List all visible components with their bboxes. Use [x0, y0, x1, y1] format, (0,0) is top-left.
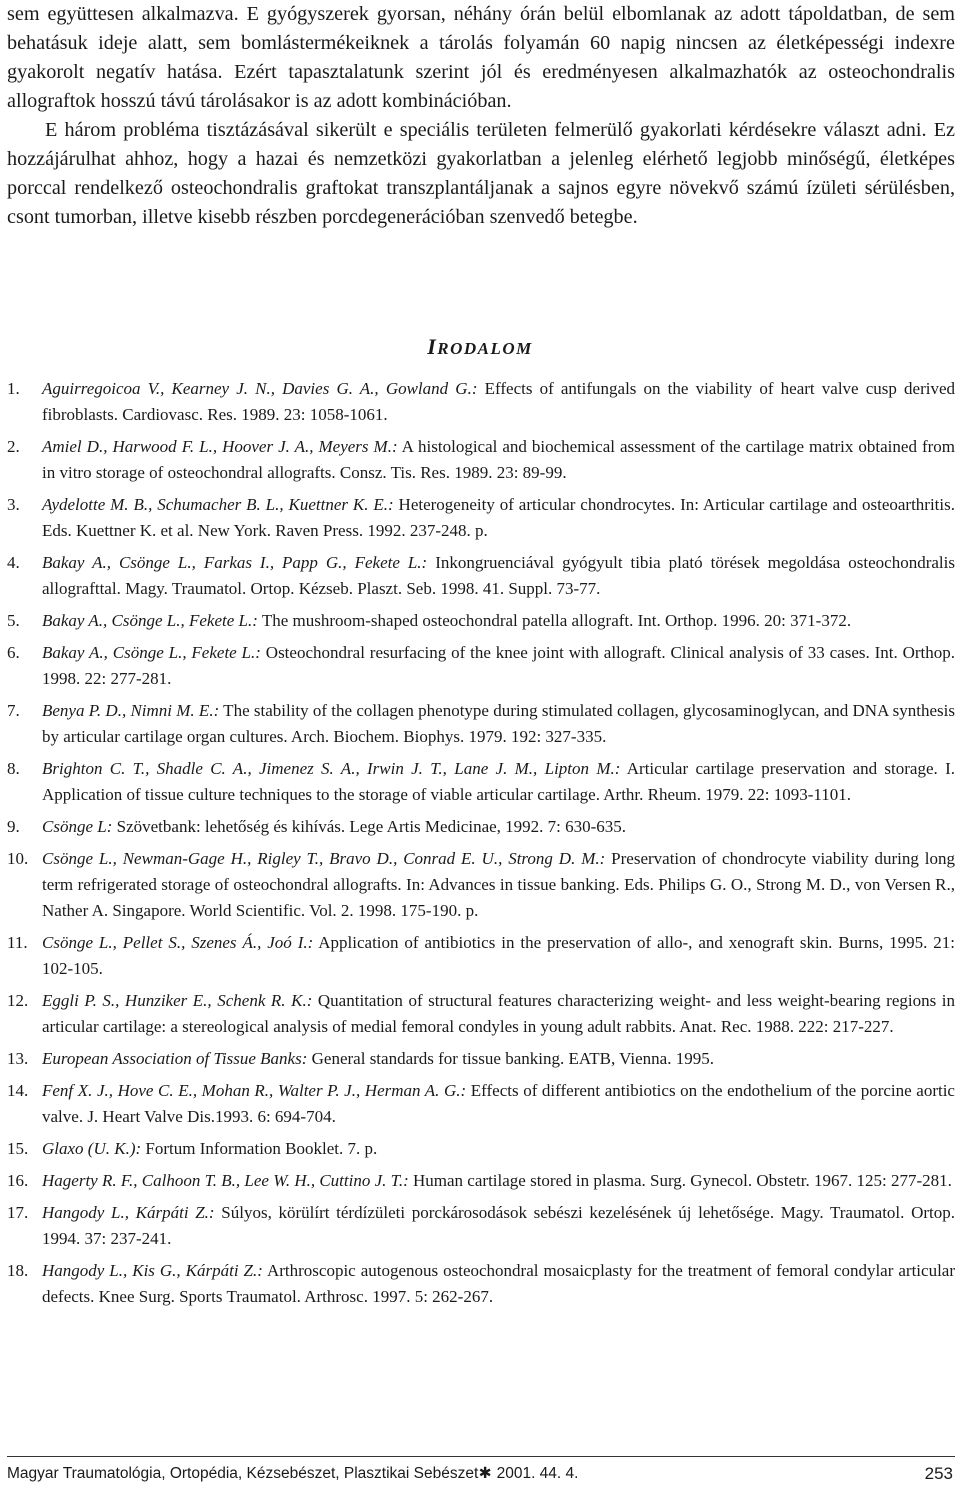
reference-number: 9.: [7, 817, 20, 836]
reference-number: 15.: [7, 1139, 29, 1158]
heading-rest: RODALOM: [437, 339, 533, 358]
reference-item: [7, 1136, 955, 1162]
reference-text: Quantitation of structural features characterizing weight- and less weight-bearing regions in articular cartilage: a stereological analysis of medial femoral condyles in young adult rabbits. Anat. Rec. 1988. 222: 217-227.: [42, 991, 955, 1036]
reference-item: [7, 1258, 955, 1310]
reference-authors: Eggli P. S., Hunziker E., Schenk R. K.:: [42, 991, 313, 1010]
footer-divider: [7, 1456, 955, 1457]
reference-number: 2.: [7, 437, 20, 456]
reference-text: Inkongruenciával gyógyult tibia plató törések megoldása osteochondralis allografttal. Magy. Traumatol. Ortop. Kézseb. Plaszt. Seb. 1998. 41. Suppl. 73-77.: [42, 553, 955, 598]
reference-authors: European Association of Tissue Banks:: [42, 1049, 308, 1068]
reference-text: Effects of antifungals on the viability of heart valve cusp derived fibroblasts. Cardiovasc. Res. 1989. 23: 1058-1061.: [42, 379, 955, 424]
reference-authors: Aydelotte M. B., Schumacher B. L., Kuettner K. E.:: [42, 495, 394, 514]
journal-name: Magyar Traumatológia, Ortopédia, Kézsebészet, Plasztikai Sebészet: [7, 1465, 479, 1482]
reference-number: 5.: [7, 611, 20, 630]
reference-item: [7, 846, 955, 924]
reference-item: [7, 1078, 955, 1130]
reference-text: Articular cartilage preservation and storage. I. Application of tissue culture techniques to the storage of viable articular cartilage. Arthr. Rheum. 1979. 22: 1093-1101.: [42, 759, 955, 804]
reference-authors: Bakay A., Csönge L., Farkas I., Papp G., Fekete L.:: [42, 553, 428, 572]
reference-authors: Benya P. D., Nimni M. E.:: [42, 701, 220, 720]
reference-item: [7, 1168, 955, 1194]
reference-item: [7, 608, 955, 634]
reference-text: A histological and biochemical assessment of the cartilage matrix obtained from in vitro storage of osteochondral allografts. Consz. Tis. Res. 1989. 23: 89-99.: [42, 437, 956, 482]
reference-text: Heterogeneity of articular chondrocytes. In: Articular cartilage and osteoarthritis. Eds. Kuettner K. et al. New York. Raven Press. 1992. 237-248. p.: [42, 495, 955, 540]
asterisk-star-icon: ✱: [478, 1465, 492, 1482]
body-paragraph: sem együttesen alkalmazva. E gyógyszerek gyorsan, néhány órán belül elbomlanak az adott tápoldatban, de sem behatásuk ideje alatt, sem bomlástermékeiknek a tárolás folyamán 60 napig nincsen az életképességi indexre gyakorolt negatív hatása. Ezért tapasztalatunk szerint jól és eredményesen alkalmazhatók az osteochondralis allograftok hosszú távú tárolásakor is az adott kombinációban.: [7, 3, 955, 112]
reference-item: [7, 1046, 955, 1072]
reference-number: 13.: [7, 1049, 29, 1068]
reference-authors: Hangody L., Kis G., Kárpáti Z.:: [42, 1261, 263, 1280]
reference-text: Súlyos, körülírt térdízületi porckárosodások sebészi kezelésének új lehetősége. Magy. Traumatol. Ortop. 1994. 37: 237-241.: [42, 1203, 955, 1248]
reference-item: [7, 1200, 955, 1252]
reference-list: [7, 376, 955, 1316]
reference-text: The stability of the collagen phenotype during stimulated collagen, glycosaminoglycan, and DNA synthesis by articular cartilage organ cultures. Arch. Biochem. Biophys. 1979. 192: 327-335.: [42, 701, 955, 746]
reference-text: Arthroscopic autogenous osteochondral mosaicplasty for the treatment of femoral condylar articular defects. Knee Surg. Sports Traumatol. Arthrosc. 1997. 5: 262-267.: [42, 1261, 955, 1306]
reference-number: 11.: [7, 933, 28, 952]
page-footer: [7, 1463, 955, 1485]
reference-number: 10.: [7, 849, 29, 868]
reference-text: Szövetbank: lehetőség és kihívás. Lege Artis Medicinae, 1992. 7: 630-635.: [112, 817, 627, 836]
reference-number: 16.: [7, 1171, 29, 1190]
reference-authors: Hagerty R. F., Calhoon T. B., Lee W. H., Cuttino J. T.:: [42, 1171, 409, 1190]
reference-authors: Csönge L:: [42, 817, 113, 836]
reference-text: Human cartilage stored in plasma. Surg. Gynecol. Obstetr. 1967. 125: 277-281.: [408, 1171, 952, 1190]
reference-text: Fortum Information Booklet. 7. p.: [141, 1139, 378, 1158]
reference-authors: Csönge L., Pellet S., Szenes Á., Joó I.:: [42, 933, 314, 952]
reference-number: 12.: [7, 991, 29, 1010]
reference-authors: Brighton C. T., Shadle C. A., Jimenez S. A., Irwin J. T., Lane J. M., Lipton M.:: [42, 759, 621, 778]
reference-text: General standards for tissue banking. EATB, Vienna. 1995.: [307, 1049, 714, 1068]
reference-number: 1.: [7, 379, 20, 398]
reference-authors: Hangody L., Kárpáti Z.:: [42, 1203, 215, 1222]
reference-number: 18.: [7, 1261, 29, 1280]
journal-citation: [7, 1463, 578, 1485]
reference-authors: Fenf X. J., Hove C. E., Mohan R., Walter P. J., Herman A. G.:: [42, 1081, 467, 1100]
reference-number: 17.: [7, 1203, 29, 1222]
reference-item: [7, 376, 955, 428]
reference-authors: Glaxo (U. K.):: [42, 1139, 142, 1158]
reference-text: Application of antibiotics in the preservation of allo-, and xenograft skin. Burns, 1995. 21: 102-105.: [42, 933, 955, 978]
reference-item: [7, 434, 955, 486]
reference-number: 3.: [7, 495, 20, 514]
reference-authors: Amiel D., Harwood F. L., Hoover J. A., Meyers M.:: [42, 437, 398, 456]
reference-item: [7, 988, 955, 1040]
reference-number: 6.: [7, 643, 20, 662]
reference-text: Effects of different antibiotics on the endothelium of the porcine aortic valve. J. Heart Valve Dis.1993. 6: 694-704.: [42, 1081, 955, 1126]
reference-text: The mushroom-shaped osteochondral patella allograft. Int. Orthop. 1996. 20: 371-372.: [257, 611, 852, 630]
reference-number: 4.: [7, 553, 20, 572]
reference-item: [7, 550, 955, 602]
reference-item: [7, 930, 955, 982]
reference-item: [7, 756, 955, 808]
reference-authors: Bakay A., Csönge L., Fekete L.:: [42, 643, 261, 662]
reference-text: Preservation of chondrocyte viability during long term refrigerated storage of osteochondral allografts. In: Advances in tissue banking. Eds. Philips G. O., Strong M. D., von Versen R., Nather A. Singapore. World Scientific. Vol. 2. 1998. 175-190. p.: [42, 849, 955, 920]
page-number: 253: [924, 1464, 953, 1483]
journal-issue: 2001. 44. 4.: [492, 1465, 579, 1482]
references-heading: [0, 334, 960, 360]
reference-number: 8.: [7, 759, 20, 778]
reference-item: [7, 698, 955, 750]
reference-number: 14.: [7, 1081, 29, 1100]
reference-number: 7.: [7, 701, 20, 720]
body-text: [7, 0, 955, 232]
heading-initial: I: [427, 334, 438, 359]
reference-authors: Bakay A., Csönge L., Fekete L.:: [42, 611, 258, 630]
reference-text: Osteochondral resurfacing of the knee joint with allograft. Clinical analysis of 33 cases. Int. Orthop. 1998. 22: 277-281.: [42, 643, 955, 688]
reference-item: [7, 492, 955, 544]
reference-item: [7, 640, 955, 692]
reference-item: [7, 814, 955, 840]
body-paragraph: E három probléma tisztázásával sikerült e speciális területen felmerülő gyakorlati kérdésekre választ adni. Ez hozzájárulhat ahhoz, hogy a hazai és nemzetközi gyakorlatban a jelenleg elérhető legjobb minőségű, életképes porccal rendelkező osteochondralis graftokat transzplantáljanak a sajnos egyre növekvő számú ízületi sérülésben, csont tumorban, illetve kisebb részben porcdegenerációban szenvedő betegbe.: [7, 119, 955, 228]
reference-authors: Csönge L., Newman-Gage H., Rigley T., Bravo D., Conrad E. U., Strong D. M.:: [42, 849, 606, 868]
reference-authors: Aguirregoicoa V., Kearney J. N., Davies G. A., Gowland G.:: [42, 379, 478, 398]
